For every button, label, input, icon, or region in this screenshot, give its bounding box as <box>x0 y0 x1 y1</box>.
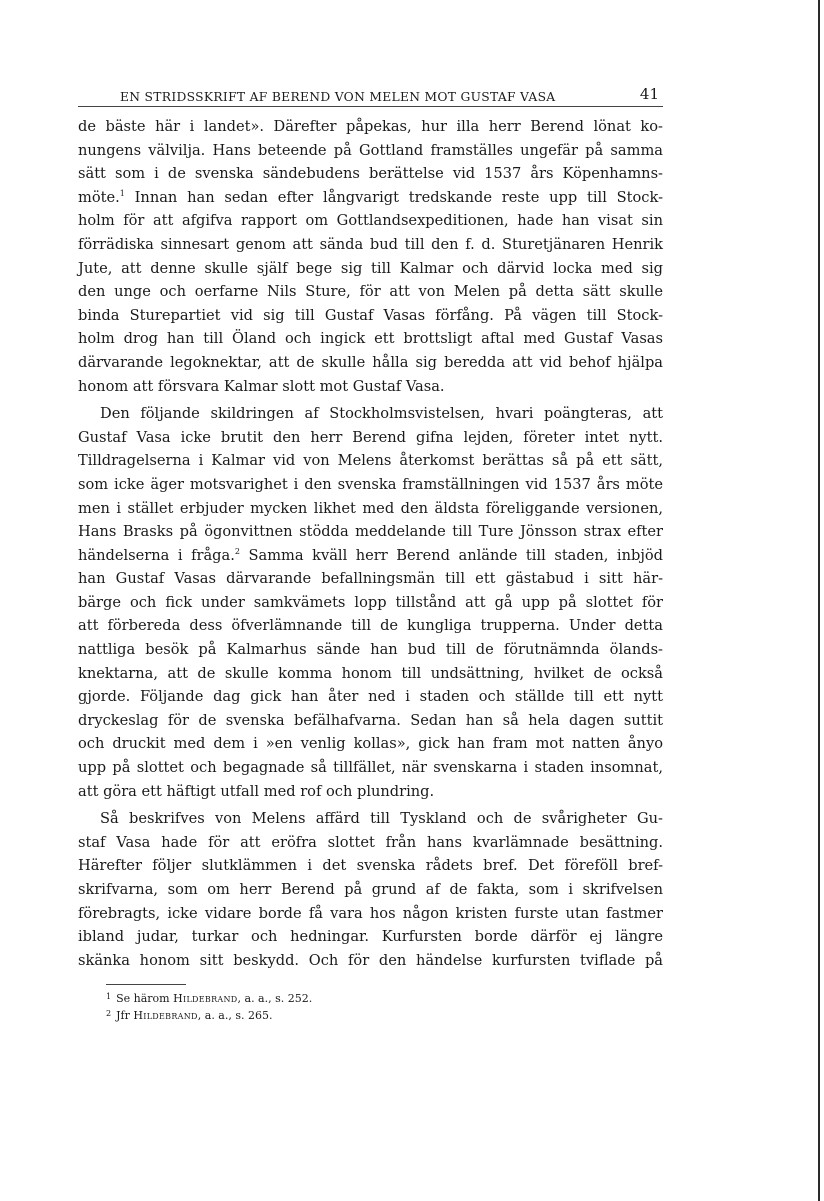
text-fragment: händelserna i fråga. <box>78 546 235 564</box>
text-line: dryckeslag för de svenska befälhafvarna. Sedan han så hela dagen suttit <box>78 711 663 729</box>
text-line: nattliga besök på Kalmarhus sände han bud till de förutnämnda ölands- <box>78 641 663 659</box>
footnote-author: Hildebrand <box>173 992 238 1006</box>
text-line: upp på slottet och begagnade så tillfället, när svenskarna i staden insomnat, <box>78 759 663 777</box>
text-line-with-note <box>78 544 663 568</box>
text-line: gjorde. Följande dag gick han åter ned i staden och ställde till ett nytt <box>78 688 663 706</box>
text-line: skänka honom sitt beskydd. Och för den händelse kurfursten tviflade på <box>78 951 663 969</box>
footnote <box>78 989 663 1006</box>
text-line: skrifvarna, som om herr Berend på grund af de fakta, som i skrifvelsen <box>78 881 663 898</box>
footnote-marker[interactable]: 2 <box>234 546 240 556</box>
text-line: att förbereda dess öfverlämnande till de kungliga trupperna. Under detta <box>78 617 663 635</box>
text-line: staf Vasa hade för att eröfra slottet från hans kvarlämnade besättning. <box>78 833 663 851</box>
footnote-reference: , a. a., s. 252. <box>237 992 313 1006</box>
text-line: Gustaf Vasa icke brutit den herr Berend gifna lejden, företer intet nytt. <box>78 428 663 446</box>
book-page <box>78 84 663 1023</box>
text-line: holm för att afgifva rapport om Gottlandsexpeditionen, hade han visat sin <box>78 212 663 230</box>
text-line: honom att försvara Kalmar slott mot Gustaf Vasa. <box>78 377 445 395</box>
text-line: Hans Brasks på ögonvittnen stödda meddelande till Ture Jönsson strax efter <box>78 523 663 541</box>
footnote-marker[interactable]: 1 <box>119 188 125 198</box>
footnote <box>78 1006 663 1023</box>
text-line: Tilldragelserna i Kalmar vid von Melens återkomst berättas så på ett sätt, <box>78 452 663 470</box>
running-title: EN STRIDSSKRIFT AF BEREND VON MELEN MOT GUSTAF VASA <box>120 90 556 104</box>
footnote-number: 2 <box>106 1009 112 1019</box>
running-header <box>78 84 663 107</box>
text-fragment: Samma kväll herr Berend anlände till staden, inbjöd <box>248 546 663 564</box>
text-line: binda Sturepartiet vid sig till Gustaf Vasas förfång. På vägen till Stock- <box>78 306 663 324</box>
body-text <box>78 115 663 972</box>
text-line: han Gustaf Vasas därvarande befallningsmän till ett gästabud i sitt här- <box>78 570 663 588</box>
text-line: förebragts, icke vidare borde få vara hos någon kristen furste utan fastmer <box>78 904 663 922</box>
text-line: bärge och fick under samkvämets lopp tillstånd att gå upp på slottet för <box>78 593 663 611</box>
text-line: knektarna, att de skulle komma honom till undsättning, hvilket de också <box>78 664 663 682</box>
text-line-with-note <box>78 186 663 210</box>
page-edge <box>818 0 820 1201</box>
text-line: och druckit med dem i »en venlig kollas», gick han fram mot natten ånyo <box>78 735 663 753</box>
page-number: 41 <box>639 85 659 103</box>
footnote-prefix: Se härom <box>116 992 170 1006</box>
text-line: förrädiska sinnesart genom att sända bud till den f. d. Sturetjänaren Henrik <box>78 235 663 253</box>
text-line: ibland judar, turkar och hedningar. Kurfursten borde därför ej längre <box>78 928 663 946</box>
text-line: men i stället erbjuder mycken likhet med den äldsta föreliggande versionen, <box>78 499 663 517</box>
footnote-number: 1 <box>106 992 112 1002</box>
footnote-author: Hildebrand <box>133 1009 198 1023</box>
text-fragment: möte. <box>78 188 120 206</box>
text-line: Så beskrifves von Melens affärd till Tyskland och de svårigheter Gu- <box>100 810 663 828</box>
text-line: de bäste här i landet». Därefter påpekas, hur illa herr Berend lönat ko- <box>78 118 663 135</box>
text-line: sätt som i de svenska sändebudens berättelse vid 1537 års Köpenhamns- <box>78 165 663 183</box>
footnote-prefix: Jfr <box>116 1009 130 1023</box>
text-line: nungens välvilja. Hans beteende på Gottland framställes ungefär på samma <box>78 141 663 159</box>
footnote-reference: , a. a., s. 265. <box>197 1009 273 1023</box>
text-line: Den följande skildringen af Stockholmsvistelsen, hvari poängteras, att <box>100 405 663 423</box>
footnote-divider <box>106 984 186 985</box>
text-line: som icke äger motsvarighet i den svenska framställningen vid 1537 års möte <box>78 475 663 493</box>
text-line: den unge och oerfarne Nils Sture, för att von Melen på detta sätt skulle <box>78 283 663 301</box>
text-line: holm drog han till Öland och ingick ett brottsligt aftal med Gustaf Vasas <box>78 330 663 348</box>
text-line: Härefter följer slutklämmen i det svenska rådets bref. Det föreföll bref- <box>78 857 663 875</box>
text-line: att göra ett häftigt utfall med rof och plundring. <box>78 782 435 800</box>
text-fragment: Innan han sedan efter långvarigt tredskande reste upp till Stock- <box>134 188 663 206</box>
text-line: Jute, att denne skulle själf bege sig till Kalmar och därvid locka med sig <box>78 259 663 277</box>
text-line: därvarande legoknektar, att de skulle hålla sig beredda att vid behof hjälpa <box>78 353 663 371</box>
